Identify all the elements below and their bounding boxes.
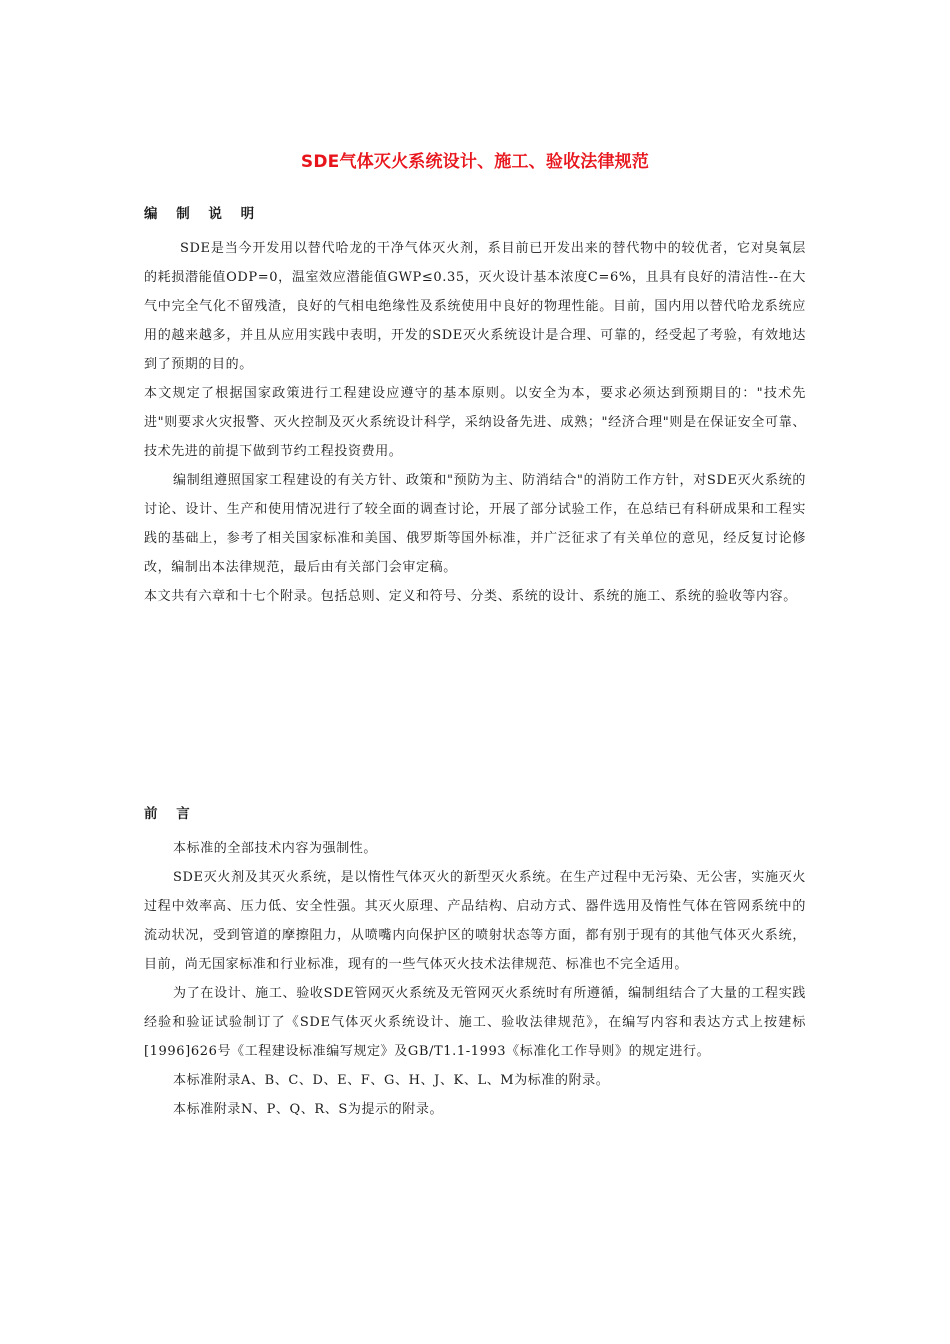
paragraph: 编制组遵照国家工程建设的有关方针、政策和"预防为主、防消结合"的消防工作方针，对SDE灭火系统的讨论、设计、生产和使用情况进行了较全面的调查讨论，开展了部分试验工作，在总结已有科研成果和工程实践的基础上，参考了相关国家标准和美国、俄罗斯等国外标准，并广泛征求了有关单位的意见，经反复讨论修改，编制出本法律规范，最后由有关部门会审定稿。 [144, 473, 806, 575]
section-compilation-notes [144, 203, 806, 611]
section-heading: 编 制 说 明 [144, 206, 262, 222]
paragraph: SDE灭火剂及其灭火系统，是以惰性气体灭火的新型灭火系统。在生产过程中无污染、无公害，实施灭火过程中效率高、压力低、安全性强。其灭火原理、产品结构、启动方式、器件选用及惰性气体在管网系统中的流动状况，受到管道的摩擦阻力，从喷嘴内向保护区的喷射状态等方面，都有别于现有的其他气体灭火系统，目前，尚无国家标准和行业标准，现有的一些气体灭火技术法律规范、标准也不完全适用。 [144, 870, 806, 972]
paragraph: 本文规定了根据国家政策进行工程建设应遵守的基本原则。以安全为本，要求必须达到预期目的："技术先进"则要求火灾报警、灭火控制及灭火系统设计科学，采纳设备先进、成熟；"经济合理"则是在保证安全可靠、技术先进的前提下做到节约工程投资费用。 [144, 386, 806, 459]
paragraph: SDE是当今开发用以替代哈龙的干净气体灭火剂，系目前已开发出来的替代物中的较优者，它对臭氧层的耗损潜能值ODP=0，温室效应潜能值GWP≤0.35，灭火设计基本浓度C=6%，且具有良好的清洁性--在大气中完全气化不留残渣，良好的气相电绝缘性及系统使用中良好的物理性能。目前，国内用以替代哈龙系统应用的越来越多，并且从应用实践中表明，开发的SDE灭火系统设计是合理、可靠的，经受起了考验，有效地达到了预期的目的。 [144, 241, 806, 372]
paragraph: 本标准附录A、B、C、D、E、F、G、H、J、K、L、M为标准的附录。 [173, 1073, 610, 1088]
paragraph: 本标准附录N、P、Q、R、S为提示的附录。 [173, 1102, 444, 1117]
section-heading: 前 言 [144, 806, 197, 822]
paragraph: 本文共有六章和十七个附录。包括总则、定义和符号、分类、系统的设计、系统的施工、系统的验收等内容。 [144, 589, 797, 604]
document-title: SDE气体灭火系统设计、施工、验收法律规范 [300, 152, 650, 172]
paragraph: 本标准的全部技术内容为强制性。 [173, 841, 378, 856]
paragraph: 为了在设计、施工、验收SDE管网灭火系统及无管网灭火系统时有所遵循，编制组结合了大量的工程实践经验和验证试验制订了《SDE气体灭火系统设计、施工、验收法律规范》，在编写内容和表达方式上按建标[1996]626号《工程建设标准编写规定》及GB/T1.1-1993《标准化工作导则》的规定进行。 [144, 986, 806, 1059]
section-preface [144, 803, 806, 1124]
